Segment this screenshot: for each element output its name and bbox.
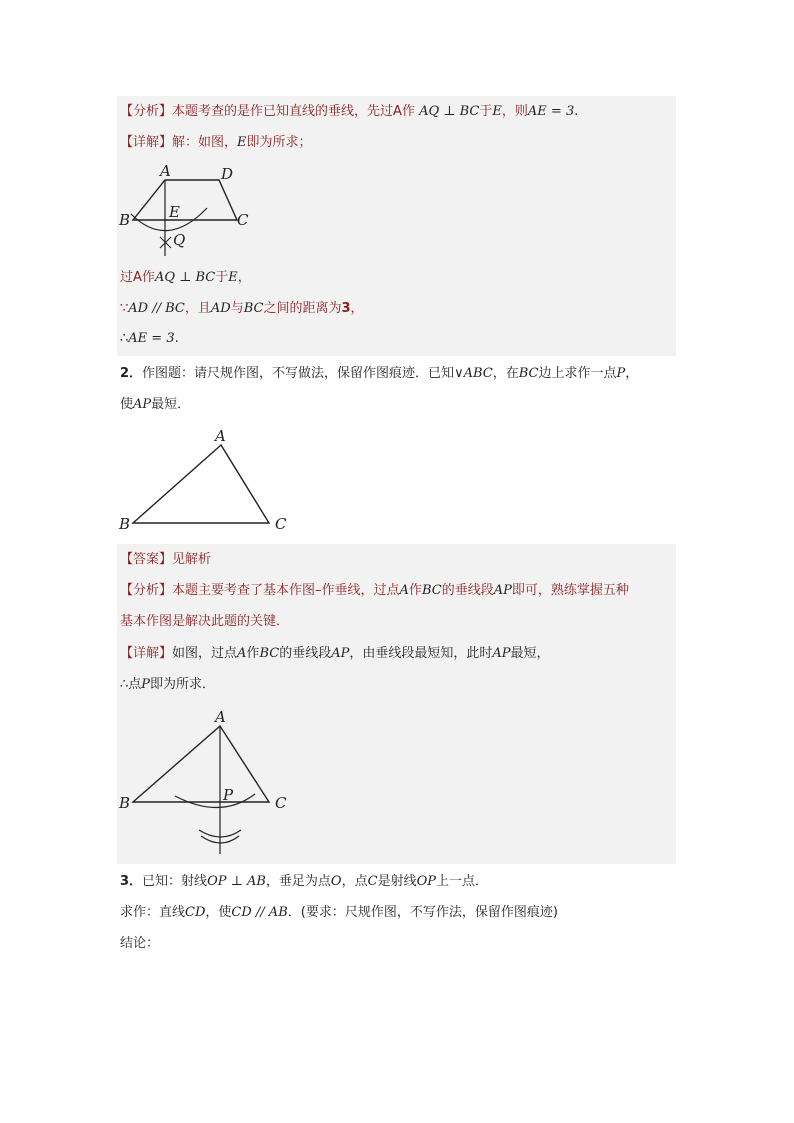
label-P: P [223, 786, 234, 804]
detail-tag: 【详解】 [120, 135, 173, 150]
label-B: B [119, 794, 131, 812]
analysis-tag: 【分析】 [120, 104, 173, 119]
step-line-1: 过A作AQ ⊥ BC于E， [120, 270, 251, 285]
step-line-2: ∵AD // BC，且AD与BC之间的距离为3， [120, 301, 364, 316]
construction-figure [115, 708, 305, 858]
analysis-line-2b: 基本作图是解决此题的关键． [120, 614, 290, 629]
label-E: E [169, 203, 180, 221]
label-A: A [215, 708, 226, 726]
detail-line-1: 【详解】解：如图，E即为所求； [120, 135, 312, 150]
analysis-line-1: 【分析】本题考查的是作已知直线的垂线，先过A作 AQ ⊥ BC于E，则AE = 3. [120, 104, 579, 119]
trapezoid-figure [115, 162, 275, 262]
label-B: B [119, 515, 131, 533]
detail-tag: 【详解】 [120, 646, 173, 661]
triangle-figure [115, 425, 295, 535]
question-2-line-2: 使AP最短． [120, 397, 191, 412]
detail-line-2: 【详解】如图，过点A作BC的垂线段AP，由垂线段最短知，此时AP最短， [120, 646, 550, 661]
label-C: C [275, 794, 287, 812]
analysis-tag: 【分析】 [120, 583, 173, 598]
label-C: C [237, 211, 249, 229]
question-3-line-2: 求作：直线CD，使CD // AB．(要求：尺规作图，不写作法，保留作图痕迹) [120, 905, 558, 920]
label-A: A [160, 162, 171, 180]
label-B: B [119, 211, 131, 229]
analysis-line-2a: 【分析】本题主要考查了基本作图–作垂线，过点A作BC的垂线段AP即可，熟练掌握五种 [120, 583, 629, 598]
conclusion-line-2: ∴点P即为所求． [120, 677, 216, 692]
label-Q: Q [173, 231, 186, 249]
question-3-conclusion: 结论： [120, 936, 160, 951]
step-line-3: ∴AE = 3. [120, 331, 179, 346]
question-3-line-1: 3．已知：射线OP ⊥ AB，垂足为点O，点C是射线OP上一点． [120, 874, 488, 889]
answer-line: 【答案】见解析 [120, 552, 212, 567]
question-2-line-1: 2．作图题：请尺规作图，不写做法，保留作图痕迹．已知∨ABC，在BC边上求作一点P， [120, 366, 639, 381]
label-A: A [215, 427, 226, 445]
label-C: C [275, 515, 287, 533]
label-D: D [221, 165, 234, 183]
answer-tag: 【答案】 [120, 552, 173, 567]
